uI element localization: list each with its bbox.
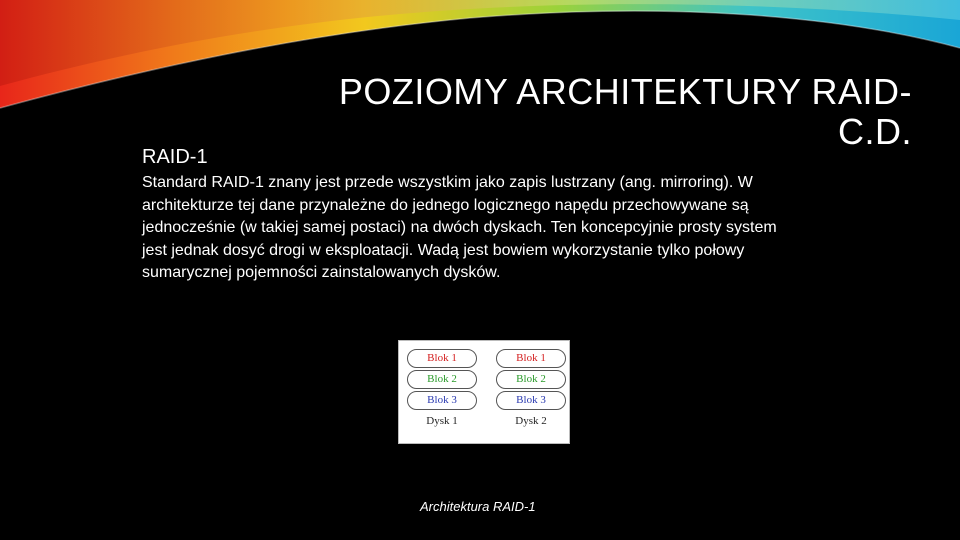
disk-1-block-2: Blok 2 — [407, 370, 477, 389]
figure-caption: Architektura RAID-1 — [420, 499, 536, 514]
disk-1-block-1: Blok 1 — [407, 349, 477, 368]
disk-2-label: Dysk 2 — [515, 415, 547, 427]
disk-2-block-3: Blok 3 — [496, 391, 566, 410]
raid1-diagram — [398, 340, 570, 444]
slide-body-text: Standard RAID-1 znany jest przede wszystkim jako zapis lustrzany (ang. mirroring). W architekturze tej dane przynależne do jednego logicznego napędu przechowywane są jednocześnie (w takiej samej postaci) na dwóch dyskach. Ten koncepcyjnie prosty system jest jednak dosyć drogi w eksploatacji. Wadą jest bowiem wykorzystanie tylko połowy sumarycznej pojemności zainstalowanych dysków. — [142, 174, 777, 281]
slide-subtitle: RAID-1 — [142, 146, 208, 168]
disk-1-column — [407, 349, 477, 427]
disk-2-column — [496, 349, 566, 427]
disk-2-block-2: Blok 2 — [496, 370, 566, 389]
slide-title: POZIOMY ARCHITEKTURY RAID- C.D. — [338, 71, 912, 152]
disk-2-block-1: Blok 1 — [496, 349, 566, 368]
disk-1-block-3: Blok 3 — [407, 391, 477, 410]
disk-1-label: Dysk 1 — [426, 415, 458, 427]
